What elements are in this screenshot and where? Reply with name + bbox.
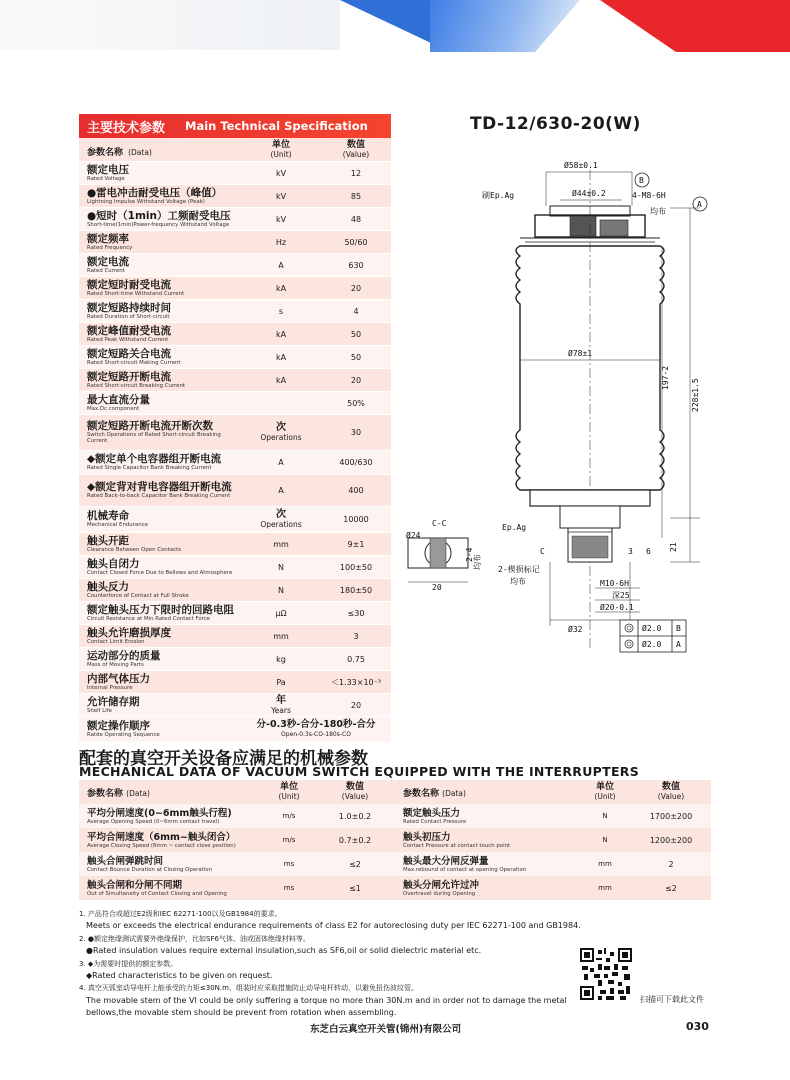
spec-unit: kg — [276, 654, 286, 664]
spec-name-cn: 额定短路持续时间 — [87, 301, 171, 314]
tol-ref-a: A — [676, 640, 681, 649]
mech-name-cn: 触头最大分闸反弹量 — [403, 855, 489, 867]
spec-unit: kA — [275, 329, 287, 339]
spec-unit: kA — [275, 283, 287, 293]
spec-value: 48 — [350, 214, 362, 224]
spec-row — [79, 694, 391, 717]
mech-name-en: Average Opening Speed (0~6mm contact travel) — [87, 818, 220, 825]
mech-unit: mm — [598, 860, 612, 868]
mech-value: 1200±200 — [649, 835, 693, 845]
spec-value: 9±1 — [347, 539, 365, 549]
note-line: The movable stem of the VI could be only suffering a torque no more than 30N.m and in order not to damage the metal — [86, 995, 567, 1005]
dim-cc: C-C — [432, 519, 447, 528]
spec-row — [79, 254, 391, 277]
spec-name-cn: 触头开距 — [87, 534, 129, 547]
header-value: 数值 — [346, 139, 365, 150]
mech-name-cn: 额定触头压力 — [403, 807, 461, 819]
mech-cell-left — [79, 876, 395, 900]
spec-name-en: Max.Dc component — [87, 405, 140, 412]
mech-unit: N — [602, 836, 608, 844]
mech-unit: ms — [283, 884, 295, 892]
mech-header-unit: 单位 — [279, 782, 298, 792]
spec-name-en: Rated Single Capacitor Bank Breaking Current — [87, 465, 212, 471]
spec-row — [79, 475, 391, 507]
mech-name-en: Contact Bounce Duration at Closing Operation — [87, 866, 213, 873]
note-line: Meets or exceeds the electrical endurance requirements of class E2 for autoreclosing duty per IEC 62271-100 and GB1984. — [86, 921, 581, 931]
mech-row — [79, 876, 711, 900]
spec-value: 0.75 — [347, 654, 365, 664]
spec-row — [79, 185, 391, 208]
spec-name-cn: 额定短路开断电流 — [87, 370, 171, 383]
mech-unit: m/s — [282, 836, 296, 844]
mech-name-cn: 触头初压力 — [403, 831, 451, 843]
dim-d78: Ø78±1 — [568, 349, 593, 358]
spec-name-cn: ●雷电冲击耐受电压（峰值） — [87, 186, 223, 199]
spec-unit: kV — [275, 191, 287, 201]
spec-unit: 次 — [276, 422, 286, 433]
spec-name-cn: 内部气体压力 — [87, 672, 150, 685]
qr-code-icon[interactable] — [580, 948, 632, 1000]
circle-b-label: B — [639, 176, 644, 185]
spec-value: 180±50 — [339, 585, 373, 595]
notes — [79, 908, 599, 1020]
header-name: 参数名称 — [87, 148, 124, 158]
mech-name-en: Out of Simultaneity of Contact Closing and Opening — [87, 890, 227, 897]
mech-unit: ms — [283, 860, 295, 868]
sequence-cn: 额定操作顺序 — [87, 720, 150, 732]
spec-name-cn: 允许储存期 — [87, 695, 140, 708]
spec-name-cn: 额定电压 — [87, 163, 129, 176]
spec-unit: 年 — [276, 694, 286, 706]
spec-name-en: Contact Closed Force Due to Bellows and Atmosphere — [87, 569, 233, 576]
spec-value: 3 — [353, 631, 359, 641]
spec-unit: kA — [275, 352, 287, 362]
dim-d24: Ø24 — [406, 531, 421, 540]
spec-row — [79, 323, 391, 346]
note-line: 1. 产品符合或超过E2级和IEC 62271-100以及GB1984的要求。 — [79, 910, 282, 918]
spec-unit: kV — [275, 214, 287, 224]
spec-name-en: Counterforce of Contact at Full Stroke — [87, 592, 189, 599]
mech-name-en: Rated Contact Pressure — [403, 818, 467, 825]
spec-value: 20 — [350, 700, 362, 710]
spec-name-cn: 额定电流 — [87, 255, 129, 268]
spec-value: 630 — [348, 260, 364, 270]
spec-name-en: Clearance Between Open Contacts — [87, 546, 182, 553]
dim-6: 6 — [646, 547, 651, 556]
spec-name-en: Rated Current — [87, 267, 125, 274]
spec-row — [79, 277, 391, 300]
mech-header-row — [79, 780, 711, 804]
mech-row — [79, 804, 711, 828]
spec-value: 50/60 — [344, 237, 368, 247]
spec-rows — [79, 162, 391, 717]
spec-unit-en: Operations — [260, 520, 302, 529]
spec-name-en: Short-time(1min)Power-frequency Withstand Voltage — [87, 221, 230, 228]
sequence-en: Ratde Operating Sequence — [87, 732, 160, 738]
spec-name-cn: 额定频率 — [87, 232, 129, 245]
spec-row — [79, 300, 391, 323]
note-line: bellows,the movable stem should be prevent from rotation when assembling. — [86, 1008, 397, 1018]
mech-name-cn: 触头合闸弹跳时间 — [87, 855, 164, 867]
dim-2-4: 2-4 — [465, 547, 474, 562]
dim-m8: 4-M8-6H — [632, 191, 666, 200]
spec-unit: A — [278, 260, 284, 270]
spec-value: ≤30 — [347, 608, 365, 618]
spec-value: 50 — [350, 329, 362, 339]
mech-rows — [79, 804, 711, 900]
spec-value: 20 — [350, 375, 362, 385]
mech-unit: mm — [598, 884, 612, 892]
spec-unit: A — [278, 486, 284, 495]
spec-name-en: Rated Short-circuit Making Current — [87, 359, 181, 366]
spec-row — [79, 648, 391, 671]
dim-3: 3 — [628, 547, 633, 556]
spec-unit: N — [278, 562, 284, 572]
spec-unit: Hz — [275, 237, 287, 247]
dim-even: 均布 — [650, 207, 666, 216]
spec-name-en: Lightning Impulse Withstand Voltage (Peak) — [87, 198, 205, 205]
mech-value: 0.7±0.2 — [338, 835, 372, 845]
spec-unit: μΩ — [275, 608, 287, 618]
header-value-en: (Value) — [342, 149, 370, 159]
spec-value: 20 — [350, 283, 362, 293]
spec-name-cn: 额定峰值耐受电流 — [87, 324, 171, 337]
spec-row — [79, 208, 391, 231]
note-line: ◆Rated characteristics to be given on request. — [86, 971, 273, 981]
header-decoration — [0, 0, 790, 60]
tol-ref-b: B — [676, 624, 681, 633]
spec-row — [79, 671, 391, 694]
spec-name-cn: 额定触头压力下限时的回路电阻 — [87, 603, 234, 616]
spec-name-en: Rated Short-circuit Breaking Current — [87, 382, 186, 389]
sequence-value-en: Open-0.3s-CO-180s-CO — [281, 730, 351, 738]
mech-cell-left — [79, 804, 395, 828]
header-unit: 单位 — [271, 139, 290, 150]
spec-name-cn: 触头反力 — [87, 580, 129, 593]
note-line: 4. 真空灭弧室动导电杆上能承受的力矩≤30N.m，组装时应采取措施防止动导电杆转动，以避免扭伤波纹管。 — [79, 984, 418, 993]
spec-row — [79, 369, 391, 392]
section-c-label: C — [540, 547, 545, 556]
spec-value: 50% — [347, 398, 365, 408]
mech-title-en: MECHANICAL DATA OF VACUUM SWITCH EQUIPPED WITH THE INTERRUPTERS — [79, 764, 640, 779]
spec-name-cn: 运动部分的质量 — [87, 649, 161, 662]
label-top-ep: 刷Ep.Ag — [482, 191, 515, 200]
spec-header-row — [79, 138, 391, 162]
spec-unit: A — [278, 458, 284, 467]
mech-value: ≤2 — [665, 883, 677, 893]
spec-name-cn: 额定短路开断电流开断次数 — [87, 420, 213, 432]
spec-name-en: Rated Peak Withstand Current — [87, 336, 169, 343]
mech-cell-right — [395, 804, 711, 828]
dim-d58: Ø58±0.1 — [564, 161, 598, 170]
spec-name-cn: 额定短时耐受电流 — [87, 278, 171, 291]
spec-value: 30 — [350, 428, 362, 437]
spec-value: 10000 — [343, 515, 369, 524]
mech-header-value: 数值 — [345, 782, 364, 792]
mech-cell-right — [395, 876, 711, 900]
dim-even-3: 均布 — [510, 577, 526, 586]
spec-name-en: Mechanical Endurance — [87, 522, 148, 528]
spec-unit: Pa — [276, 677, 286, 687]
spec-row — [79, 392, 391, 415]
dim-mark: 2-楔损标记 — [498, 565, 540, 574]
spec-row — [79, 415, 391, 451]
spec-row — [79, 507, 391, 533]
interrupter-drawing — [400, 150, 790, 670]
note-line: 2. ●额定绝缘测试需要外绝缘保护，比如SF6气体、油或固体绝缘材料等。 — [79, 934, 310, 943]
spec-table — [79, 114, 391, 743]
spec-name-cn: 触头自闭力 — [87, 557, 140, 570]
mech-header-value-2: 数值 — [661, 782, 680, 792]
circle-a-label: A — [697, 200, 702, 209]
spec-title-cn: 主要技术参数 — [87, 120, 166, 136]
mech-unit: N — [602, 812, 608, 820]
dim-228: 228±1.5 — [691, 378, 700, 412]
mech-header-name-en-2: (Data) — [442, 788, 466, 798]
spec-name-en: Mass of Moving Parts — [87, 661, 144, 668]
spec-name-en: Shelf Life — [87, 707, 112, 714]
spec-row — [79, 231, 391, 254]
mech-header-name-2: 参数名称 — [403, 788, 440, 799]
spec-name-cn: ●短时（1min）工频耐受电压 — [87, 209, 231, 222]
mech-value: 1700±200 — [649, 811, 693, 821]
mech-cell-right — [395, 828, 711, 852]
dim-d20: Ø20-0.1 — [600, 603, 634, 612]
spec-row — [79, 556, 391, 579]
spec-row — [79, 451, 391, 475]
mech-row — [79, 828, 711, 852]
spec-unit: kA — [275, 375, 287, 385]
dim-20: 20 — [432, 583, 442, 592]
dim-197: 197-2 — [661, 365, 670, 390]
spec-name-cn: ◆额定背对背电容器组开断电流 — [87, 481, 232, 493]
header-name-en: (Data) — [128, 148, 152, 157]
dim-m10: M10-6H — [600, 579, 629, 588]
red-banner-shape — [600, 0, 790, 52]
mech-cell-left — [79, 828, 395, 852]
spec-value: 12 — [350, 168, 362, 178]
mech-name-en: Overtravel during Opening — [403, 890, 476, 897]
spec-name-cn: 触头允许磨损厚度 — [87, 626, 171, 639]
spec-name-en: Rated Short-time Withstand Current — [87, 290, 185, 297]
spec-title-en: Main Technical Specification — [185, 119, 368, 133]
mech-header-unit-2: 单位 — [595, 782, 614, 792]
spec-name-cn: ◆额定单个电容器组开断电流 — [87, 453, 222, 465]
spec-name-en: Internal Pressure — [87, 684, 133, 691]
mech-name-cn: 触头分闸允许过冲 — [403, 879, 480, 891]
spec-sequence-row — [79, 717, 391, 743]
dim-d44: Ø44±0.2 — [572, 189, 606, 198]
spec-name-en: Switch Operations of Rated Short-circuit Breaking Current — [87, 432, 221, 444]
mech-table — [79, 780, 711, 900]
mech-title-cn: 配套的真空开关设备应满足的机械参数 — [79, 749, 368, 769]
mech-name-en: Contact Pressure at contact touch point — [403, 842, 511, 849]
mech-header-name: 参数名称 — [87, 788, 124, 799]
mech-header-unit-en-2: (Unit) — [594, 792, 616, 801]
page-number: 030 — [686, 1020, 709, 1033]
mech-name-en: Average Closing Speed (6mm ~ contact close position) — [87, 842, 236, 849]
mech-header-name-en: (Data) — [126, 788, 150, 798]
mech-value: 1.0±0.2 — [338, 811, 372, 821]
spec-unit-en: Operations — [260, 433, 302, 442]
spec-row — [79, 162, 391, 185]
spec-row — [79, 602, 391, 625]
sequence-value: 分-0.3秒-合分-180秒-合分 — [256, 718, 376, 730]
spec-value: 50 — [350, 352, 362, 362]
dim-d32: Ø32 — [568, 625, 583, 634]
spec-name-en: Rated Frequency — [87, 244, 133, 251]
mech-unit: m/s — [282, 812, 296, 820]
mech-cell-left — [79, 852, 395, 876]
spec-unit-en: Years — [271, 705, 291, 715]
mech-name-cn: 触头合闸和分闸不同期 — [87, 879, 183, 891]
qr-caption: 扫描可下载此文件 — [640, 995, 704, 1004]
spec-unit: kV — [275, 168, 287, 178]
tol-2: Ø2.0 — [642, 640, 662, 649]
spec-value: ＜1.33×10⁻³ — [330, 677, 382, 687]
mech-name-cn: 平均合闸速度（6mm~触头闭合） — [87, 831, 236, 843]
footer-company: 东芝白云真空开关管(锦州)有限公司 — [310, 1024, 462, 1035]
mech-header-value-en-2: (Value) — [657, 792, 685, 801]
spec-row — [79, 533, 391, 556]
mech-name-cn: 平均分闸速度(0~6mm触头行程) — [87, 807, 232, 819]
spec-title-bar — [79, 114, 391, 138]
spec-name-en: Rated Back-to-back Capacitor Bank Breaking Current — [87, 493, 231, 499]
mech-value: 2 — [668, 859, 674, 869]
spec-value: 4 — [353, 306, 359, 316]
header-unit-en: (Unit) — [270, 149, 292, 159]
spec-row — [79, 346, 391, 369]
spec-unit: N — [278, 585, 284, 595]
spec-name-en: Circuit Resistance at Min.Rated Contact Force — [87, 615, 211, 622]
spec-name-cn: 最大直流分量 — [87, 393, 150, 406]
note-line: ●Rated insulation values require external insulation,such as SF6,oil or solid dielectric material etc. — [86, 946, 482, 956]
note-line: 3. ◆为需要时提供的额定参数。 — [79, 959, 178, 968]
spec-value: 400/630 — [339, 458, 373, 467]
model-title: TD-12/630-20(W) — [470, 114, 641, 134]
mech-header-value-en: (Value) — [341, 792, 369, 801]
mech-cell-right — [395, 852, 711, 876]
spec-name-cn: 额定短路关合电流 — [87, 347, 171, 360]
mech-row — [79, 852, 711, 876]
spec-value: 100±50 — [339, 562, 373, 572]
mech-value: ≤2 — [349, 859, 361, 869]
spec-name-en: Rated Duration of Short-circuit — [87, 313, 170, 320]
spec-unit: 次 — [276, 509, 286, 520]
spec-unit: s — [278, 306, 284, 316]
spec-row — [79, 625, 391, 648]
tol-1: Ø2.0 — [642, 624, 662, 633]
label-ep: Ep.Ag — [502, 523, 527, 532]
dim-depth: 深25 — [612, 591, 630, 600]
spec-name-en: Contact Limit Erosion — [87, 638, 145, 645]
mech-name-en: Max.rebound of contact at opening Operation — [403, 866, 527, 873]
spec-value: 400 — [348, 486, 364, 495]
mech-header-unit-en: (Unit) — [278, 792, 300, 801]
dim-21: 21 — [669, 542, 678, 552]
spec-name-en: Rated Voltage — [87, 175, 125, 182]
spec-unit: mm — [273, 631, 289, 641]
spec-value: 85 — [350, 191, 362, 201]
dim-even-2: 均布 — [473, 554, 482, 570]
spec-name-cn: 机械寿命 — [87, 510, 129, 522]
mech-value: ≤1 — [349, 883, 361, 893]
spec-unit: mm — [273, 539, 289, 549]
spec-row — [79, 579, 391, 602]
